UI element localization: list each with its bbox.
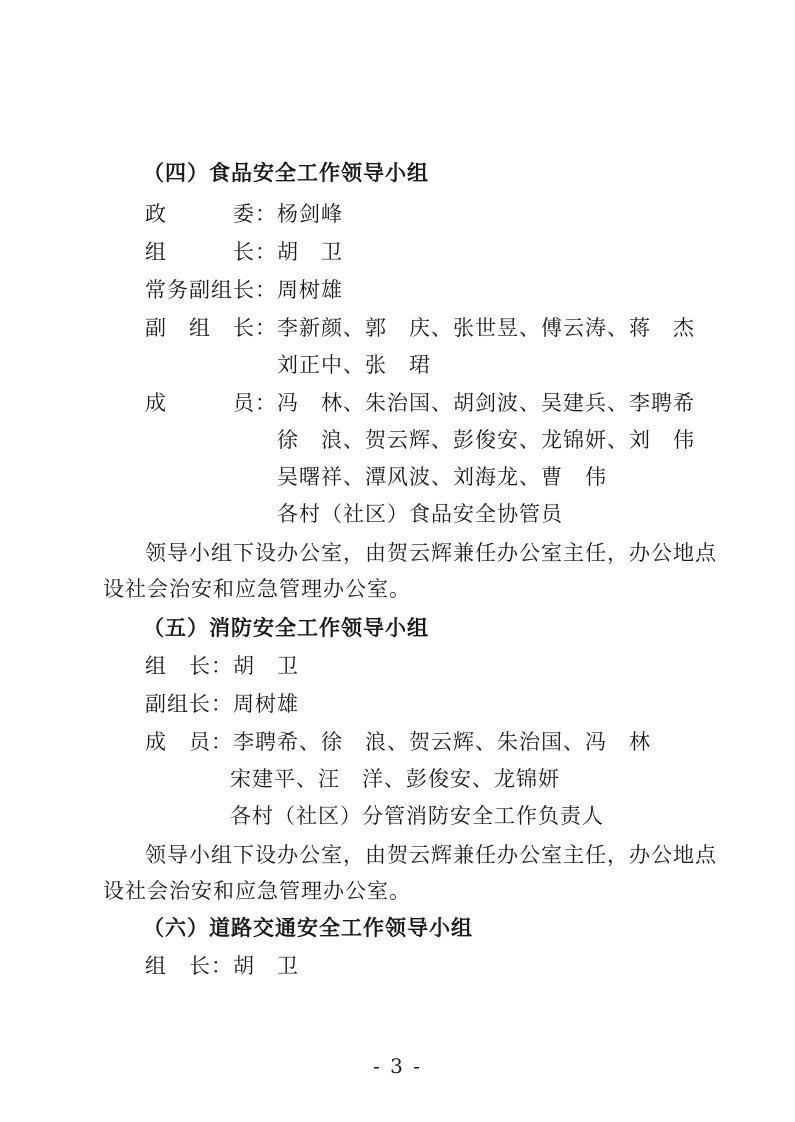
member-line-members: 成 员：冯 林、朱治国、胡剑波、吴建兵、李聘希 [145,391,695,415]
member-line-leader: 组 长：胡 卫 [145,240,343,264]
member-line-political-commissar: 政 委：杨剑峰 [145,202,343,226]
member-line-leader: 组 长：胡 卫 [145,654,299,678]
section-heading-fire-safety: （五）消防安全工作领导小组 [143,616,429,640]
member-line-members-cont-1: 徐 浪、贺云辉、彭俊安、龙锦妍、刘 伟 [277,428,695,452]
member-line-deputy-leaders: 副 组 长：李新颜、郭 庆、张世昱、傅云涛、蒋 杰 [145,316,695,340]
office-paragraph-line-2: 设社会治安和应急管理办公室。 [103,577,411,601]
member-line-deputy-leader: 副组长：周树雄 [145,692,299,716]
office-paragraph-line-1: 领导小组下设办公室，由贺云辉兼任办公室主任，办公地点 [145,541,717,565]
member-line-leader: 组 长：胡 卫 [145,954,299,978]
member-line-members-cont-2: 吴曙祥、潭风波、刘海龙、曹 伟 [277,465,607,489]
member-line-members-cont-1: 宋建平、汪 洋、彭俊安、龙锦妍 [230,767,560,791]
section-heading-traffic-safety: （六）道路交通安全工作领导小组 [143,916,473,940]
section-heading-food-safety: （四）食品安全工作领导小组 [143,161,429,185]
member-line-executive-deputy: 常务副组长：周树雄 [145,278,343,302]
office-paragraph-line-1: 领导小组下设办公室，由贺云辉兼任办公室主任，办公地点 [145,843,717,867]
office-paragraph-line-2: 设社会治安和应急管理办公室。 [103,879,411,903]
member-line-members-cont-3: 各村（社区）食品安全协管员 [277,502,563,526]
member-line-members: 成 员：李聘希、徐 浪、贺云辉、朱治国、冯 林 [145,730,651,754]
page-number: - 3 - [373,1054,422,1078]
member-line-members-cont-2: 各村（社区）分管消防安全工作负责人 [230,804,604,828]
member-line-deputy-leaders-cont: 刘正中、张 珺 [277,353,431,377]
